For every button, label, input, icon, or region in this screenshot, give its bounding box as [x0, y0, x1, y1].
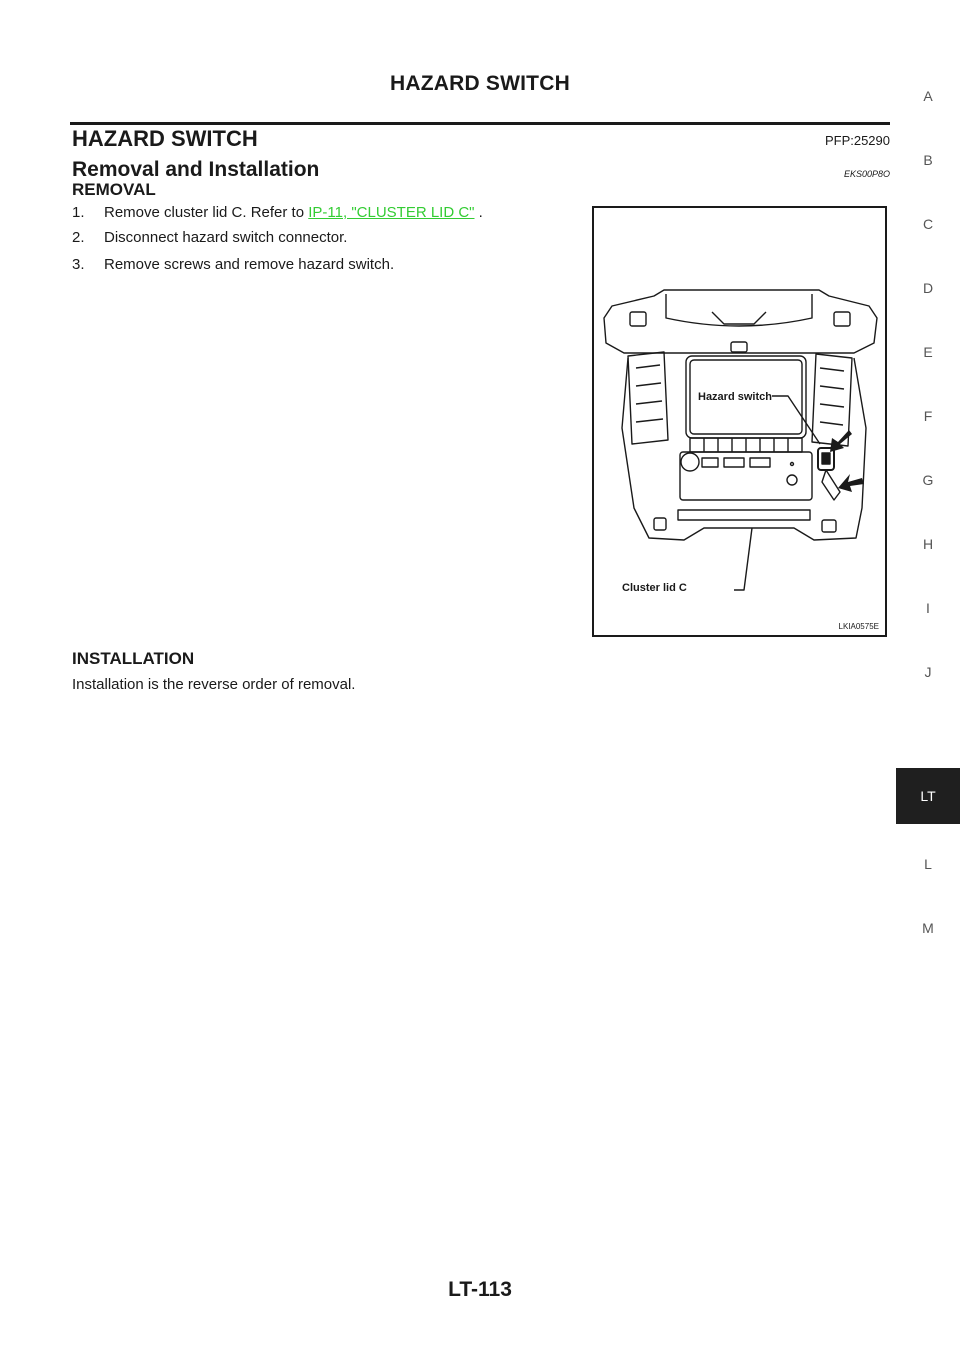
tab-h[interactable]: H — [922, 536, 934, 552]
tab-e[interactable]: E — [923, 344, 933, 360]
hazard-switch-callout: Hazard switch — [698, 391, 772, 403]
header-rule — [70, 122, 890, 125]
step-text: Remove screws and remove hazard switch. — [104, 256, 395, 273]
figure-id: LKIA0575E — [838, 622, 879, 631]
subsection-title: Removal and Installation — [72, 158, 320, 181]
tab-f[interactable]: F — [923, 408, 933, 424]
tab-a[interactable]: A — [923, 88, 933, 104]
running-header: HAZARD SWITCH — [390, 72, 570, 95]
hazard-switch-figure — [592, 206, 887, 637]
installation-heading: INSTALLATION — [72, 649, 195, 668]
removal-step-1 — [72, 204, 483, 221]
step-text-end: . — [474, 204, 483, 221]
removal-heading: REMOVAL — [72, 180, 156, 199]
installation-text: Installation is the reverse order of removal. — [72, 676, 356, 693]
subsection-code: EKS00P8O — [843, 169, 890, 179]
section-code: PFP:25290 — [824, 133, 890, 148]
tab-g[interactable]: G — [922, 472, 934, 488]
step-text: Disconnect hazard switch connector. — [104, 229, 348, 246]
section-title: HAZARD SWITCH — [72, 126, 258, 151]
tab-m[interactable]: M — [922, 920, 934, 936]
tab-c[interactable]: C — [922, 216, 934, 232]
step-text: Remove cluster lid C. Refer to — [104, 204, 309, 221]
removal-step-3 — [72, 256, 394, 273]
tab-d[interactable]: D — [922, 280, 934, 296]
tab-l[interactable]: L — [924, 856, 932, 872]
step-number: 2. — [72, 229, 85, 246]
tab-b[interactable]: B — [923, 152, 933, 168]
tab-lt-active[interactable]: LT — [896, 768, 960, 824]
tab-j[interactable]: J — [924, 664, 932, 680]
step-number: 3. — [72, 256, 85, 273]
cluster-lid-illustration — [594, 208, 885, 635]
tab-i[interactable]: I — [926, 600, 930, 616]
cluster-lid-callout: Cluster lid C — [622, 582, 687, 594]
step-number: 1. — [72, 204, 85, 221]
cluster-lid-reference-link[interactable]: IP-11, "CLUSTER LID C" — [308, 204, 475, 221]
removal-step-2 — [72, 229, 347, 246]
page-number: LT-113 — [448, 1278, 512, 1301]
